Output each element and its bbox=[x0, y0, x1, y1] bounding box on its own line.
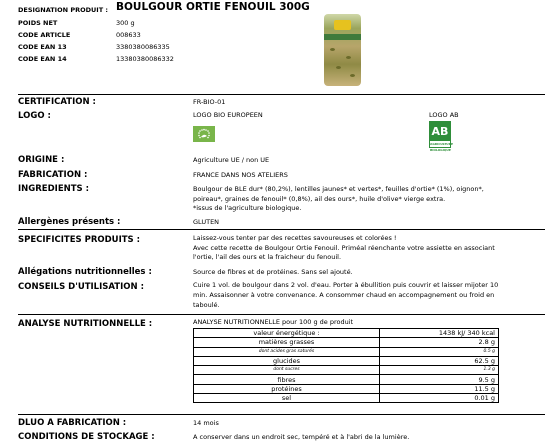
fabrication-label: FABRICATION : bbox=[18, 170, 88, 180]
nutrient-value: 1.3 g bbox=[380, 366, 499, 375]
origine-label: ORIGINE : bbox=[18, 155, 65, 165]
ab-logo-subtext: AGRICULTURE BIOLOGIQUE bbox=[430, 142, 454, 152]
header-row-label: CODE EAN 14 bbox=[18, 55, 67, 63]
specificites-line: Avec cette recette de Boulgour Ortie Fenouil. Priméal réenchante votre assiette en associant bbox=[193, 244, 495, 252]
conseils-line: Cuire 1 vol. de boulgour dans 2 vol. d'eau. Porter à ébullition puis couvrir et laisser mijoter 10 bbox=[193, 281, 499, 289]
specificites-label: SPECIFICITES PRODUITS : bbox=[18, 235, 141, 245]
header-row-label: CODE ARTICLE bbox=[18, 31, 71, 39]
nutrient-name: dont acides gras saturés bbox=[194, 347, 380, 356]
ingredients-line: poireau*, graines de fenouil* (0,8%), ail des ours*, huile d'olive* vierge extra. bbox=[193, 195, 446, 203]
specificites-line: Laissez-vous tenter par des recettes savoureuses et colorées ! bbox=[193, 234, 397, 242]
fabrication-value: FRANCE DANS NOS ATELIERS bbox=[193, 171, 288, 179]
conseils-label: CONSEILS D'UTILISATION : bbox=[18, 282, 144, 292]
certification-value: FR-BIO-01 bbox=[193, 98, 226, 106]
conseils-line: taboulé. bbox=[193, 301, 220, 309]
ab-logo-label: LOGO AB bbox=[429, 111, 459, 119]
dluo-value: 14 mois bbox=[193, 419, 219, 427]
analyse-label: ANALYSE NUTRITIONNELLE : bbox=[18, 319, 153, 329]
nutrient-name: sel bbox=[194, 394, 380, 403]
table-row bbox=[194, 329, 499, 338]
nutrient-name: protéines bbox=[194, 384, 380, 393]
table-row bbox=[194, 347, 499, 356]
nutrient-name: fibres bbox=[194, 375, 380, 384]
table-row bbox=[194, 366, 499, 375]
nutrient-value: 9.5 g bbox=[380, 375, 499, 384]
header-row-value: 3380380086335 bbox=[116, 43, 170, 51]
table-row bbox=[194, 338, 499, 347]
analyse-table-title: ANALYSE NUTRITIONNELLE pour 100 g de produit bbox=[193, 318, 354, 326]
nutrient-value: 62.5 g bbox=[380, 356, 499, 365]
certification-label: CERTIFICATION : bbox=[18, 97, 96, 107]
conseils-line: min. Assaisonner à votre convenance. A consommer chaud en accompagnement ou froid en bbox=[193, 291, 495, 299]
origine-value: Agriculture UE / non UE bbox=[193, 156, 270, 164]
nutrient-name: dont sucres bbox=[194, 366, 380, 375]
divider bbox=[18, 94, 545, 95]
dluo-label: DLUO A FABRICATION : bbox=[18, 418, 127, 428]
allegations-value: Source de fibres et de protéines. Sans sel ajouté. bbox=[193, 268, 353, 276]
allergenes-label: Allergènes présents : bbox=[18, 217, 121, 227]
product-name: BOULGOUR ORTIE FENOUIL 300G bbox=[116, 1, 310, 13]
table-row bbox=[194, 394, 499, 403]
nutrient-value: 0.5 g bbox=[380, 347, 499, 356]
table-row bbox=[194, 356, 499, 365]
divider bbox=[18, 314, 545, 315]
stockage-label: CONDITIONS DE STOCKAGE : bbox=[18, 432, 155, 442]
header-row-value: 13380380086332 bbox=[116, 55, 174, 63]
product-image bbox=[324, 14, 361, 86]
table-row bbox=[194, 384, 499, 393]
nutrient-value: 2.8 g bbox=[380, 338, 499, 347]
brand-tag bbox=[334, 20, 351, 30]
nutrient-value: 1438 kJ/ 340 kcal bbox=[380, 329, 499, 338]
header-row-value: 300 g bbox=[116, 19, 135, 27]
stockage-value: A conserver dans un endroit sec, tempéré et à l'abri de la lumière. bbox=[193, 433, 410, 441]
eu-logo-label: LOGO BIO EUROPEEN bbox=[193, 111, 263, 119]
header-row-label: POIDS NET bbox=[18, 19, 58, 27]
ingredients-line: Boulgour de BLE dur* (80,2%), lentilles jaunes* et vertes*, feuilles d'ortie* (1%), oignon*, bbox=[193, 185, 484, 193]
specificites-line: l'ortie, l'ail des ours et la fraicheur du fenouil. bbox=[193, 253, 342, 261]
allegations-label: Allégations nutritionnelles : bbox=[18, 267, 152, 277]
nutrient-name: glucides bbox=[194, 356, 380, 365]
divider bbox=[18, 414, 545, 415]
header-row-label: CODE EAN 13 bbox=[18, 43, 67, 51]
brand-band bbox=[324, 34, 361, 40]
ab-logo-text: AB bbox=[430, 122, 450, 141]
nutrient-value: 0.01 g bbox=[380, 394, 499, 403]
divider bbox=[18, 229, 545, 230]
table-row bbox=[194, 375, 499, 384]
eu-organic-logo-icon bbox=[193, 126, 215, 142]
nutrient-name: valeur énergétique : bbox=[194, 329, 380, 338]
designation-label: DESIGNATION PRODUIT : bbox=[18, 6, 109, 14]
nutrient-value: 11.5 g bbox=[380, 384, 499, 393]
header-row-value: 008633 bbox=[116, 31, 141, 39]
allergenes-value: GLUTEN bbox=[193, 218, 220, 226]
ab-organic-logo-icon bbox=[429, 121, 454, 152]
logo-label: LOGO : bbox=[18, 111, 51, 121]
nutrient-name: matières grasses bbox=[194, 338, 380, 347]
ingredients-label: INGREDIENTS : bbox=[18, 184, 90, 194]
ingredients-line: *issus de l'agriculture biologique. bbox=[193, 204, 302, 212]
nutrition-table bbox=[193, 328, 499, 403]
